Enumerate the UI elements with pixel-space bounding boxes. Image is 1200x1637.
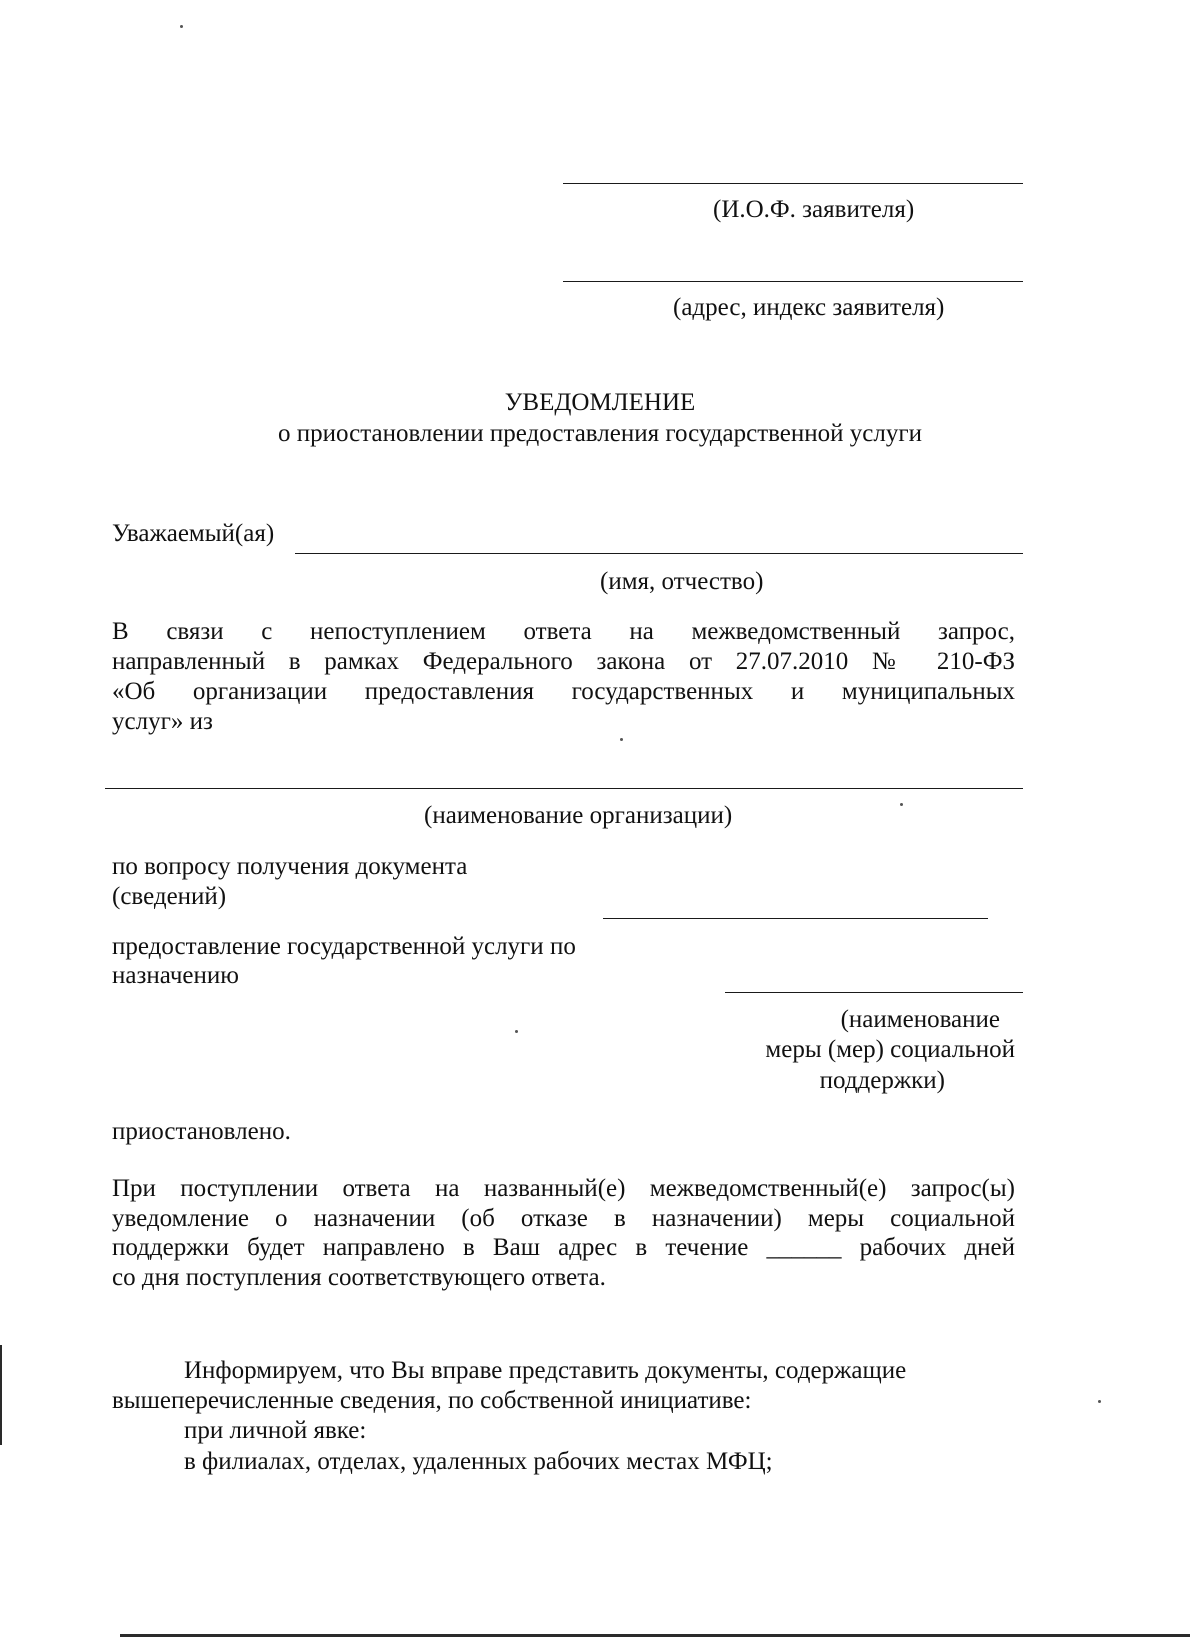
document-subtitle: о приостановлении предоставления государственной услуги [278, 420, 922, 447]
paragraph-line: вышеперечисленные сведения, по собственной инициативе: [112, 1387, 752, 1414]
paragraph-line: направленный в рамках Федерального закона от 27.07.2010 № 210-ФЗ [112, 648, 1015, 675]
suspended-text: приостановлено. [112, 1118, 291, 1145]
scan-speck [620, 738, 623, 741]
organization-caption: (наименование организации) [424, 802, 733, 829]
organization-line [105, 788, 1023, 789]
greeting-name-line [295, 553, 1023, 554]
measure-caption: (наименование [840, 1006, 1000, 1033]
scan-speck [180, 25, 183, 28]
service-line: назначению [112, 962, 239, 989]
measure-caption: поддержки) [819, 1067, 945, 1094]
paragraph-line: уведомление о назначении (об отказе в назначении) меры социальной [112, 1205, 1015, 1232]
applicant-name-caption: (И.О.Ф. заявителя) [713, 196, 915, 223]
scan-edge-left [0, 1345, 2, 1445]
greeting-caption: (имя, отчество) [600, 568, 764, 595]
service-line: предоставление государственной услуги по [112, 933, 576, 960]
document-name-line [603, 918, 988, 919]
applicant-address-caption: (адрес, индекс заявителя) [673, 294, 945, 321]
paragraph-line: поддержки будет направлено в Ваш адрес в течение ______ рабочих дней [112, 1234, 1015, 1261]
paragraph-line: «Об организации предоставления государственных и муниципальных [112, 678, 1015, 705]
paragraph-line: в филиалах, отделах, удаленных рабочих местах МФЦ; [184, 1448, 773, 1475]
measure-name-line [725, 992, 1023, 993]
paragraph-line: Информируем, что Вы вправе представить документы, содержащие [184, 1357, 907, 1384]
paragraph-line: В связи с непоступлением ответа на межведомственный запрос, [112, 618, 1015, 645]
doc-question-line: по вопросу получения документа [112, 853, 468, 880]
doc-question-line: (сведений) [112, 883, 227, 910]
document-title: УВЕДОМЛЕНИЕ [504, 389, 696, 416]
paragraph-line: услуг» из [112, 708, 213, 735]
scan-speck [1098, 1400, 1101, 1403]
paragraph-line: При поступлении ответа на названный(е) межведомственный(е) запрос(ы) [112, 1175, 1015, 1202]
scan-speck [900, 803, 903, 806]
greeting-label: Уважаемый(ая) [112, 520, 275, 547]
paragraph-line: при личной явке: [184, 1417, 367, 1444]
scan-speck [515, 1030, 518, 1033]
applicant-name-line [563, 183, 1023, 184]
applicant-address-line [563, 281, 1023, 282]
paragraph-line: со дня поступления соответствующего ответа. [112, 1264, 606, 1291]
measure-caption: меры (мер) социальной [765, 1036, 1015, 1063]
